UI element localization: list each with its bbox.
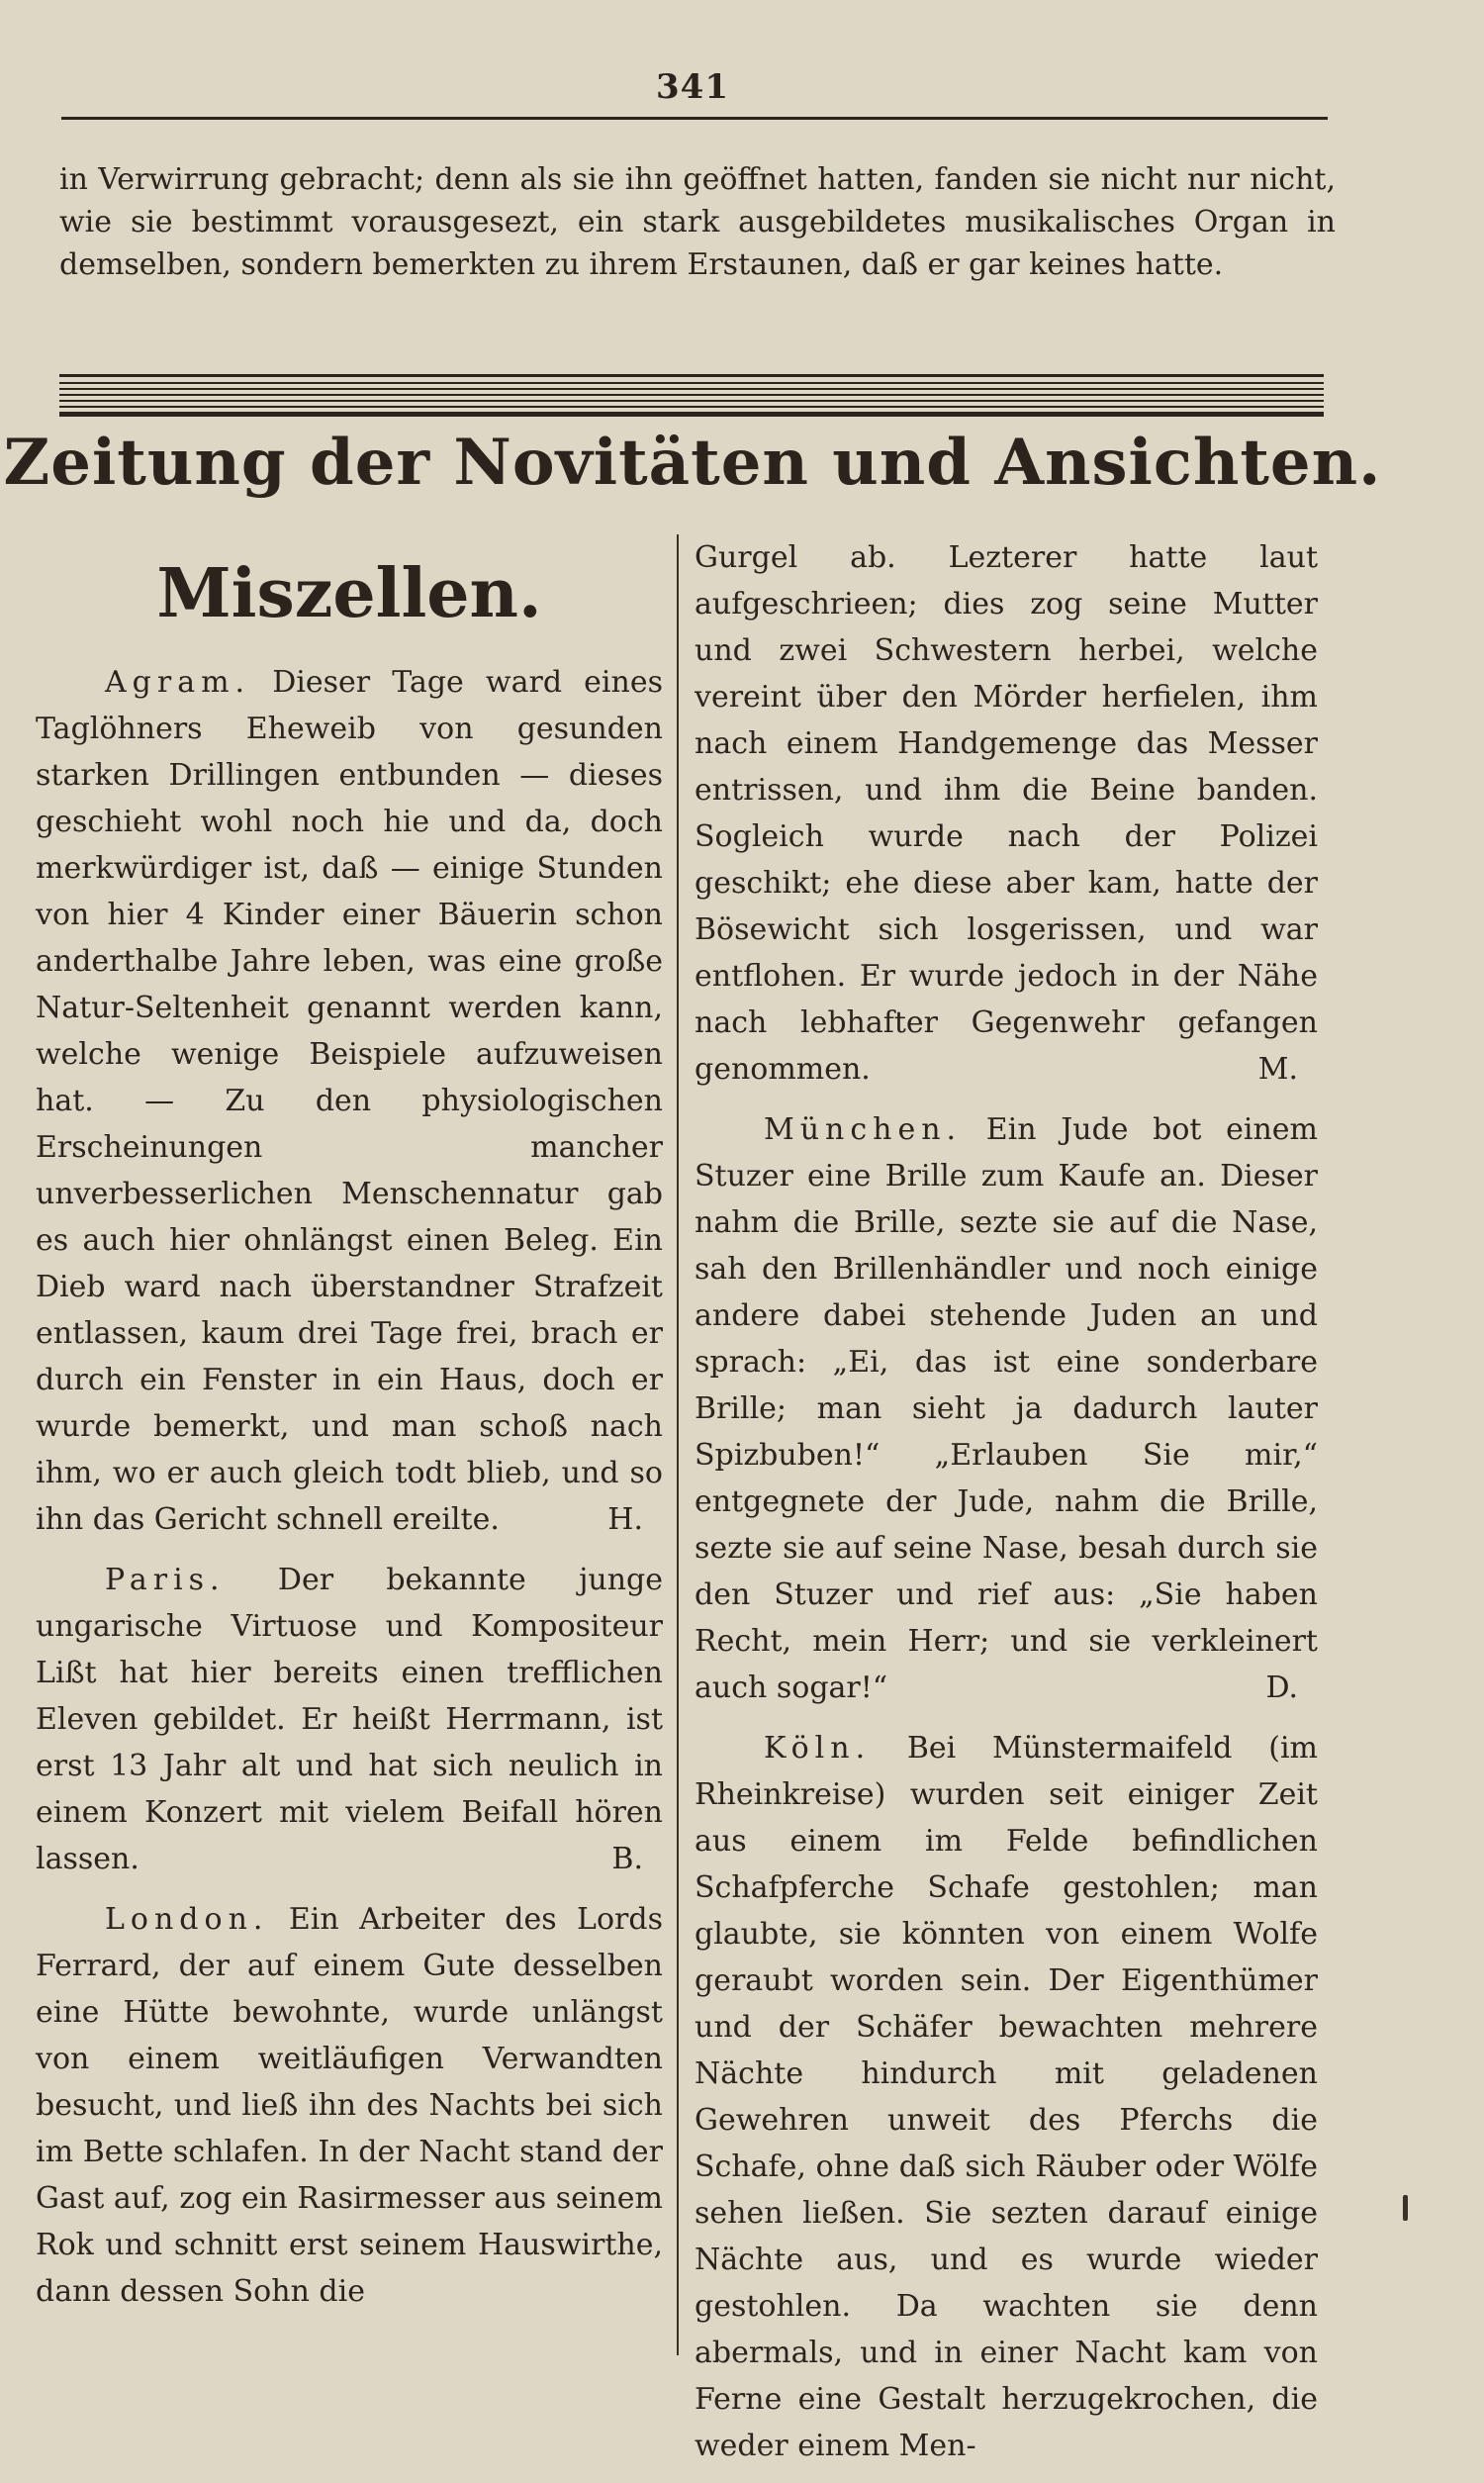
article-text: Dieser Tage ward eines Taglöhners Eheweib von gesunden starken Drillingen entbunden — dieses geschieht wohl noch hie und da, doch merkwürdiger ist, daß — einige Stunden von hier 4 Kinder einer Bäuerin schon anderthalbe Jahre leben, was eine große Natur-Seltenheit genannt werden kann, welche wenige Beispiele aufzuweisen hat. — Zu den physiologischen Erscheinungen mancher unverbesserlichen Menschennatur gab es auch hier ohnlängst einen Beleg. Ein Dieb ward nach überstandner Strafzeit entlassen, kaum drei Tage frei, brach er durch ein Fenster in ein Haus, doch er wurde bemerkt, und man schoß nach ihm, wo er auch gleich todt blieb, und so ihn das Gericht schnell ereilte. (36, 665, 663, 1537)
article-place: München. (764, 1112, 963, 1147)
article-text: Der bekannte junge ungarische Virtuose und Kompositeur Lißt hat hier bereits einen trefflichen Eleven gebildet. Er heißt Herrmann, ist erst 13 Jahr alt und hat sich neulich in einem Konzert mit vielem Beifall hören lassen. (36, 1563, 663, 1876)
article-place: London. (105, 1902, 269, 1937)
masthead-band (59, 374, 1324, 424)
article-agram (36, 659, 663, 1543)
article-text: Ein Arbeiter des Lords Ferrard, der auf einem Gute desselben eine Hütte bewohnte, wurde unlängst von einem weitläufigen Verwandten besucht, und ließ ihn des Nachts bei sich im Bette schlafen. In der Nacht stand der Gast auf, zog ein Rasirmesser aus seinem Rok und schnitt erst seinem Hauswirthe, dann dessen Sohn die (36, 1902, 663, 2309)
article-place: Köln. (764, 1731, 872, 1766)
article-text: Gurgel ab. Lezterer hatte laut aufgeschrieen; dies zog seine Mutter und zwei Schwestern herbei, welche vereint über den Mörder herfielen, ihm nach einem Handgemenge das Messer entrissen, und ihm die Beine banden. Sogleich wurde nach der Polizei geschikt; ehe diese aber kam, hatte der Bösewicht sich losgerissen, und war entflohen. Er wurde jedoch in der Nähe nach lebhafter Gegenwehr gefangen genommen. (695, 540, 1318, 1087)
article-text: Ein Jude bot einem Stuzer eine Brille zum Kaufe an. Dieser nahm die Brille, sezte sie auf die Nase, sah den Brillenhändler und noch einige andere dabei stehende Juden an und sprach: „Ei, das ist eine sonderbare Brille; man sieht ja dadurch lauter Spizbuben!“ „Erlauben Sie mir,“ entgegnete der Jude, nahm die Brille, sezte sie auf seine Nase, besah durch sie den Stuzer und rief aus: „Sie haben Recht, mein Herr; und sie verkleinert auch sogar!“ (695, 1112, 1319, 1705)
column-divider (677, 534, 679, 2355)
article-paris (36, 1557, 663, 1882)
masthead-title: Zeitung der Novitäten und Ansichten. (3, 426, 1382, 500)
article-signature: H. (607, 1502, 643, 1537)
section-title: Miszellen. (156, 554, 542, 633)
article-muenchen (695, 1106, 1318, 1711)
article-london-continued (695, 534, 1318, 1093)
header-rule (61, 117, 1328, 120)
article-text: Bei Münstermaifeld (im Rheinkreise) wurden seit einiger Zeit aus einem im Felde befindlichen Schafpferche Schafe gestohlen; man glaubte, sie könnten von einem Wolfe geraubt worden sein. Der Eigenthümer und der Schäfer bewachten mehrere Nächte hindurch mit geladenen Gewehren unweit des Pferchs die Schafe, ohne daß sich Räuber oder Wölfe sehen ließen. Sie sezten darauf einige Nächte aus, und es wurde wieder gestohlen. Da wachten sie denn abermals, und in einer Nacht kam von Ferne eine Gestalt herzugekrochen, die weder einem Men- (695, 1731, 1318, 2463)
article-signature: M. (1257, 1052, 1298, 1087)
carryover-paragraph: in Verwirrung gebracht; denn als sie ihn geöffnet hatten, fanden sie nicht nur nicht, wie sie bestimmt vorausgesezt, ein stark ausgebildetes musikalisches Organ in demselben, sondern bemerkten zu ihrem Erstaunen, daß er gar keines hatte. (59, 162, 1336, 282)
article-london (36, 1896, 663, 2315)
article-koeln (695, 1725, 1318, 2469)
article-place: Agram. (105, 665, 251, 700)
page-number: 341 (656, 67, 729, 107)
ink-speck (1403, 2195, 1408, 2221)
article-signature: B. (611, 1842, 643, 1876)
article-place: Paris. (105, 1563, 226, 1597)
left-column (36, 534, 663, 2329)
article-signature: D. (1265, 1671, 1298, 1705)
right-column (695, 534, 1318, 2483)
